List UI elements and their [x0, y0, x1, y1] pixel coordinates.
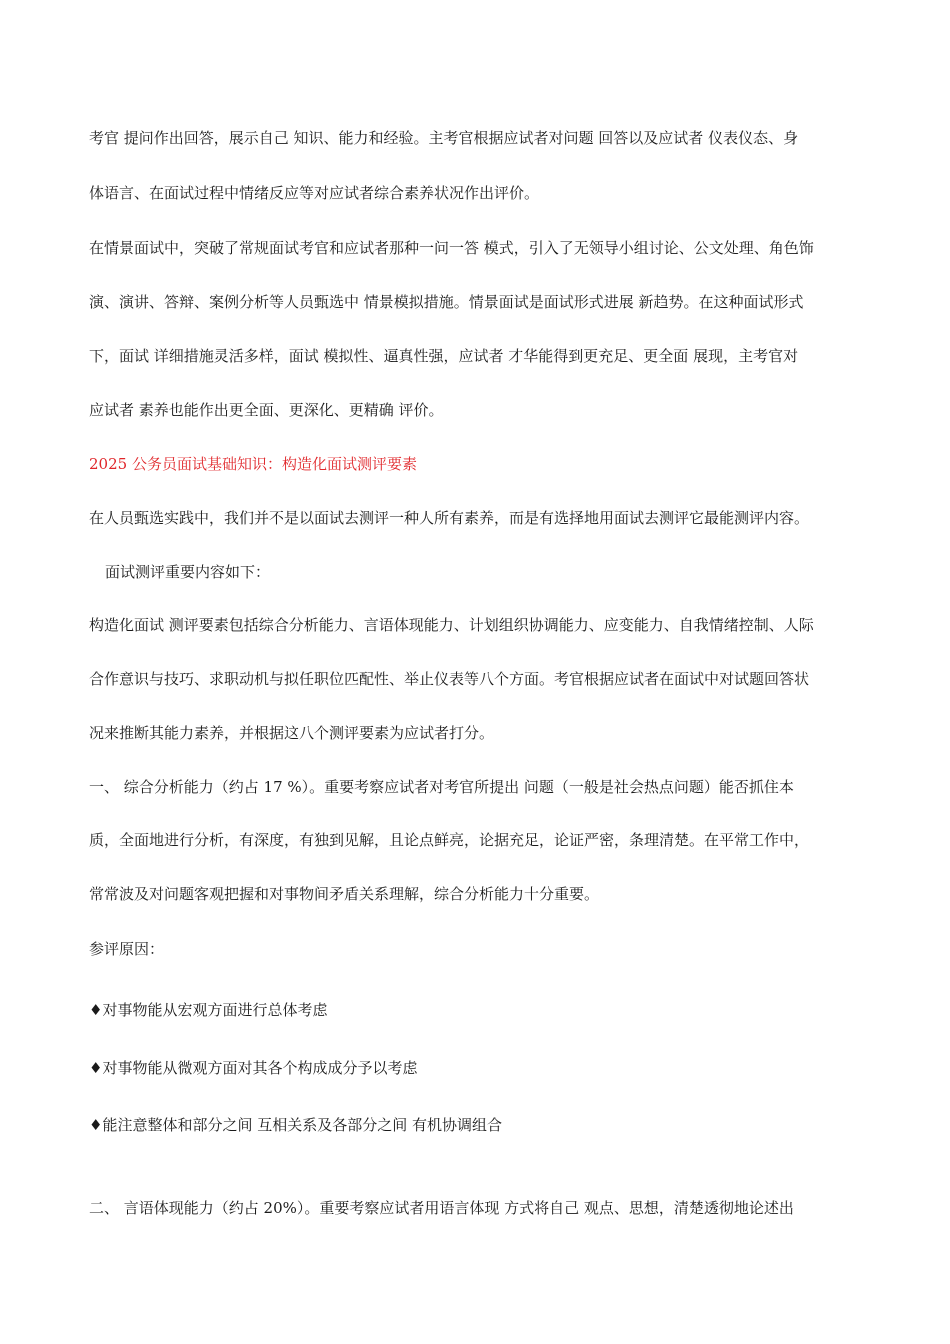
item-1-line-3: 常常波及对问题客观把握和对事物间矛盾关系理解，综合分析能力十分重要。: [89, 885, 600, 903]
paragraph-2-line-4: 应试者 素养也能作出更全面、更深化、更精确 评价。: [89, 401, 444, 419]
paragraph-5-line-3: 况来推断其能力素养，并根据这八个测评要素为应试者打分。: [89, 724, 495, 742]
paragraph-2-line-3: 下，面试 详细措施灵活多样，面试 模拟性、逼真性强，应试者 才华能得到更充足、更全面 展现，主考官对: [89, 347, 799, 365]
criteria-item-3: ♦能注意整体和部分之间 互相关系及各部分之间 有机协调组合: [89, 1116, 502, 1134]
section-title: 2025 公务员面试基础知识：构造化面试测评要素: [89, 455, 417, 473]
criteria-item-2: ♦对事物能从微观方面对其各个构成成分予以考虑: [89, 1059, 418, 1077]
criteria-heading: 参评原因：: [89, 940, 165, 958]
paragraph-1-line-2: 体语言、在面试过程中情绪反应等对应试者综合素养状况作出评价。: [89, 184, 540, 202]
paragraph-3: 在人员甄选实践中，我们并不是以面试去测评一种人所有素养，而是有选择地用面试去测评它最能测评内容。: [89, 509, 810, 527]
paragraph-1-line-1: 考官 提问作出回答，展示自己 知识、能力和经验。主考官根据应试者对问题 回答以及应试者 仪表仪态、身: [89, 129, 799, 147]
criteria-item-1: ♦对事物能从宏观方面进行总体考虑: [89, 1001, 328, 1019]
item-1-line-1: 一、 综合分析能力（约占 17 %）。重要考察应试者对考官所提出 问题（一般是社会热点问题）能否抓住本: [89, 778, 794, 796]
item-2-line-1: 二、 言语体现能力（约占 20%）。重要考察应试者用语言体现 方式将自己 观点、思想，清楚透彻地论述出: [89, 1199, 794, 1217]
paragraph-2-line-1: 在情景面试中，突破了常规面试考官和应试者那种一问一答 模式，引入了无领导小组讨论、公文处理、角色饰: [89, 239, 814, 257]
paragraph-2-line-2: 演、演讲、答辩、案例分析等人员甄选中 情景模拟措施。情景面试是面试形式进展 新趋势。在这种面试形式: [89, 293, 804, 311]
paragraph-4: 面试测评重要内容如下：: [105, 563, 271, 581]
paragraph-5-line-1: 构造化面试 测评要素包括综合分析能力、言语体现能力、计划组织协调能力、应变能力、自我情绪控制、人际: [89, 616, 814, 634]
item-1-line-2: 质，全面地进行分析，有深度，有独到见解，且论点鲜亮，论据充足，论证严密，条理清楚。在平常工作中，: [89, 831, 810, 849]
paragraph-5-line-2: 合作意识与技巧、求职动机与拟任职位匹配性、举止仪表等八个方面。考官根据应试者在面试中对试题回答状: [89, 670, 810, 688]
